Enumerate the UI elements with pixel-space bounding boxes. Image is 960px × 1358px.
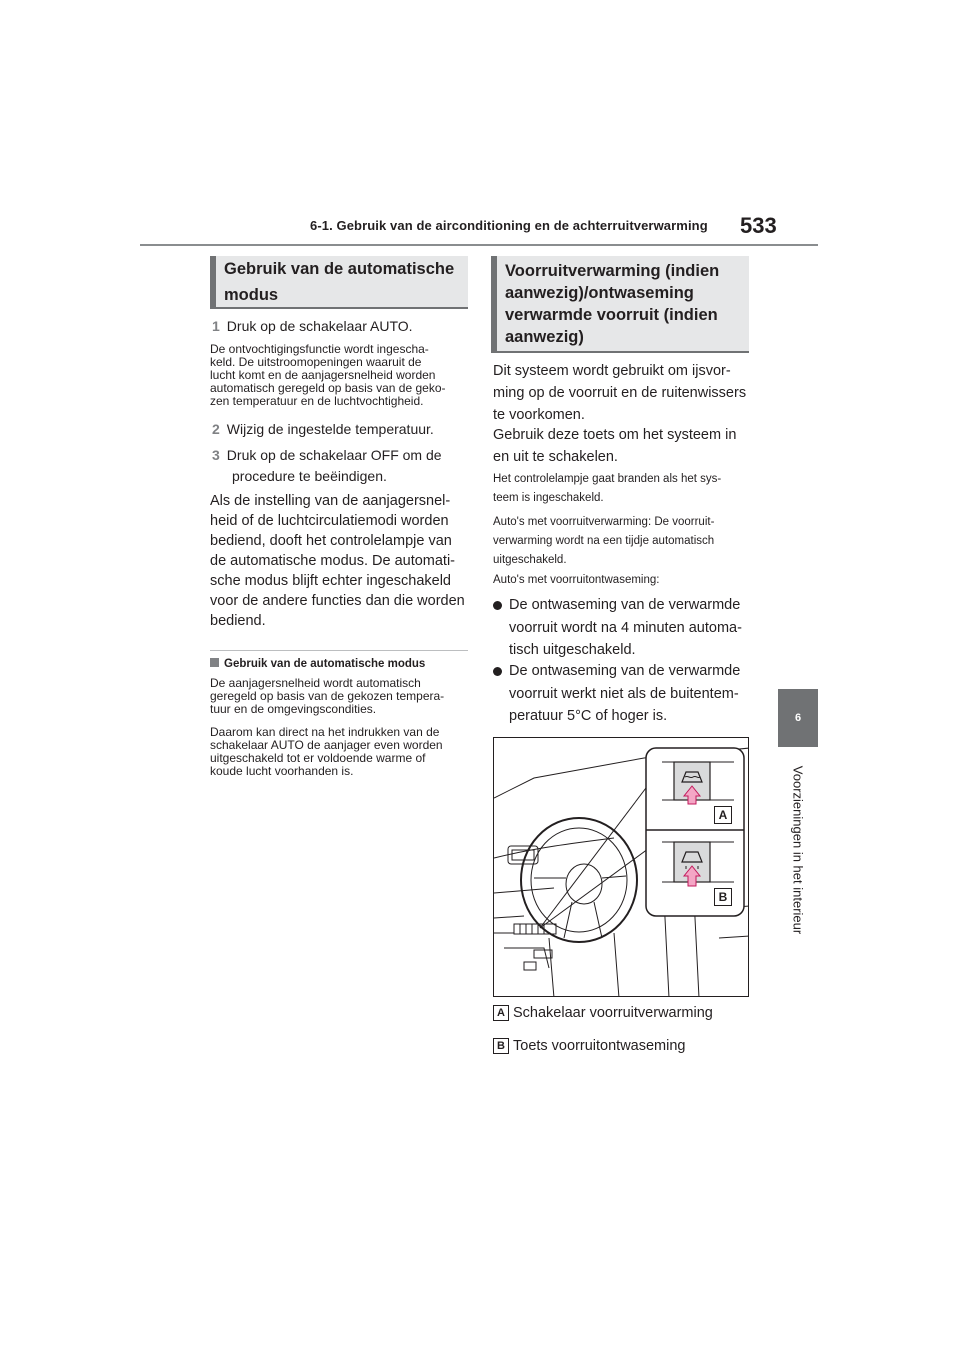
note-line: zen temperatuur en de luchtvochtigheid.: [210, 394, 424, 408]
note-indicator: [493, 470, 755, 508]
legend-item-b: [493, 1038, 685, 1054]
note-line: verwarming wordt na een tijdje automatisch: [493, 535, 715, 547]
info-paragraph-1: [210, 677, 470, 716]
section-heading-line: modus: [224, 285, 279, 304]
paragraph-line: sche modus blijft echter ingeschakeld: [210, 573, 451, 589]
dashboard-illustration: [493, 737, 749, 997]
section-heading-auto-mode: [210, 256, 468, 309]
running-header: 6-1. Gebruik van de airconditioning en de achterruitverwarming: [310, 218, 708, 233]
note-line: Het controlelampje gaat branden als het sys-: [493, 473, 722, 485]
note-line: keld. De uitstroomopeningen waaruit de: [210, 355, 422, 369]
legend-item-a: [493, 1005, 713, 1021]
info-heading: [210, 658, 425, 670]
chapter-label-text: Voorzieningen in het interieur: [790, 765, 806, 935]
info-line: De aanjagersnelheid wordt automatisch: [210, 676, 421, 690]
step-number: 3: [212, 447, 220, 463]
step-2: [212, 419, 434, 440]
info-line: tuur en de omgevingscondities.: [210, 702, 377, 716]
bullet-item: [493, 594, 755, 662]
paragraph-line: bediend.: [210, 613, 266, 629]
chapter-tab: [778, 689, 818, 747]
info-line: uitgeschakeld tot er voldoende warme of: [210, 751, 426, 765]
note-line: teem is ingeschakeld.: [493, 492, 604, 504]
callout-b: B: [714, 888, 732, 906]
note-line: uitgeschakeld.: [493, 554, 567, 566]
info-line: geregeld op basis van de gekozen tempera-: [210, 689, 445, 703]
bullet-item: [493, 660, 755, 728]
note-line: Auto's met voorruitverwarming: De voorruit-: [493, 516, 715, 528]
step-number: 1: [212, 318, 220, 334]
paragraph-purpose: [493, 360, 755, 426]
bullet-line: De ontwaseming van de verwarmde: [509, 597, 741, 613]
legend-text: Toets voorruitontwaseming: [513, 1038, 686, 1054]
bullet-line: peratuur 5°C of hoger is.: [509, 708, 668, 724]
paragraph-line: en uit te schakelen.: [493, 449, 618, 465]
callout-a: A: [714, 806, 732, 824]
dashboard-drawing: [494, 738, 749, 997]
paragraph-line: Gebruik deze toets om het systeem in: [493, 427, 737, 443]
legend-key: A: [493, 1005, 509, 1021]
paragraph-line: bediend, dooft het controlelampje van: [210, 533, 452, 549]
info-heading-text: Gebruik van de automatische modus: [224, 658, 426, 670]
section-heading-line: Gebruik van de automatische: [224, 259, 455, 278]
step-text: Wijzig de ingestelde temperatuur.: [226, 421, 434, 437]
step-1: [212, 316, 413, 337]
bullet-line: voorruit werkt niet als de buitentem-: [509, 685, 739, 702]
note-line: automatisch geregeld op basis van de geko-: [210, 381, 446, 395]
paragraph-line: te voorkomen.: [493, 407, 585, 423]
paragraph-line: heid of de luchtcirculatiemodi worden: [210, 513, 449, 529]
step-3: [212, 445, 442, 487]
bullet-line: De ontwaseming van de verwarmde: [509, 663, 741, 679]
bullet-dot-icon: [493, 601, 502, 610]
section-heading-line: Voorruitverwarming (indien: [505, 261, 720, 280]
chapter-label: [781, 760, 815, 940]
info-divider: [210, 650, 468, 651]
step-number: 2: [212, 421, 220, 437]
header-rule: [140, 244, 818, 246]
paragraph-line: voor de andere functies dan die worden: [210, 593, 465, 609]
bullet-line: voorruit wordt na 4 minuten automa-: [509, 619, 742, 636]
info-line: Daarom kan direct na het indrukken van de: [210, 725, 440, 739]
chapter-number: 6: [794, 712, 802, 724]
section-heading-windshield: [491, 256, 749, 353]
info-line: koude lucht voorhanden is.: [210, 764, 354, 778]
note-dehumidify: [210, 343, 470, 408]
paragraph-auto-indicator: [210, 491, 470, 631]
note-windshield-heater: [493, 513, 755, 570]
paragraph-toggle: [493, 424, 755, 468]
section-heading-line: aanwezig)/ontwaseming: [505, 283, 694, 302]
page-number: 533: [740, 213, 777, 238]
step-text: Druk op de schakelaar AUTO.: [226, 318, 413, 334]
paragraph-line: ming op de voorruit en de ruitenwissers: [493, 385, 747, 401]
section-heading-line: aanwezig): [505, 327, 584, 346]
note-line: lucht komt en de aanjagersnelheid worden: [210, 368, 436, 382]
step-text: procedure te beëindigen.: [232, 468, 387, 484]
bullet-line: tisch uitgeschakeld.: [509, 642, 636, 658]
paragraph-line: Dit systeem wordt gebruikt om ijsvor-: [493, 363, 731, 379]
info-line: schakelaar AUTO de aanjager even worden: [210, 738, 443, 752]
note-line: De ontvochtigingsfunctie wordt ingescha-: [210, 342, 429, 356]
paragraph-line: Als de instelling van de aanjagersnel-: [210, 493, 451, 509]
info-paragraph-2: [210, 726, 470, 778]
square-bullet-icon: [210, 658, 219, 667]
note-deicer-label: Auto's met voorruitontwaseming:: [493, 574, 660, 586]
step-text: Druk op de schakelaar OFF om de: [226, 447, 442, 463]
legend-key: B: [493, 1038, 509, 1054]
paragraph-line: de automatische modus. De automati-: [210, 553, 456, 569]
bullet-dot-icon: [493, 667, 502, 676]
section-heading-line: verwarmde voorruit (indien: [505, 305, 718, 324]
legend-text: Schakelaar voorruitverwarming: [513, 1005, 713, 1021]
